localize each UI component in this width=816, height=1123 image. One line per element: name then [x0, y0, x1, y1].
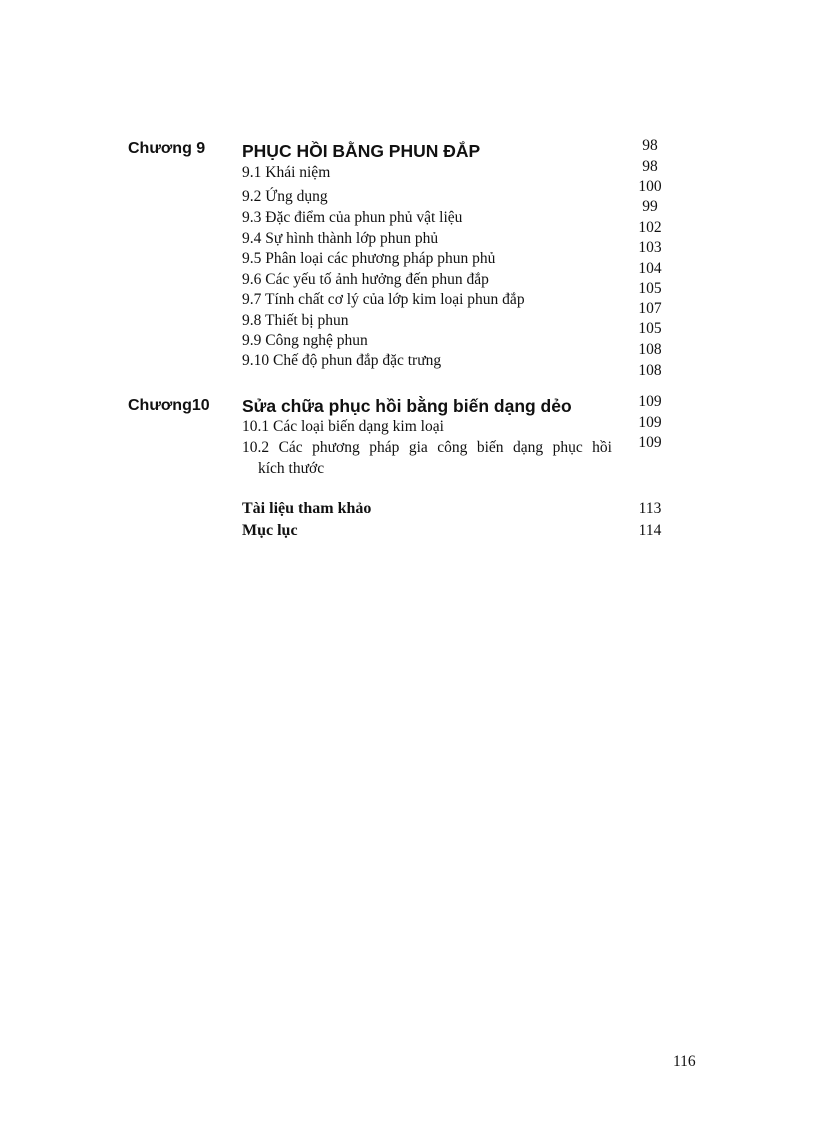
toc-item: 10.2 Các phương pháp gia công biến dạng phục hồi [242, 439, 612, 456]
chapter-10-label: Chương10 [128, 397, 210, 414]
page-ref: 109 [638, 434, 662, 451]
page-ref: 105 [638, 320, 662, 337]
page-ref: 109 [638, 414, 662, 431]
page-ref: 105 [638, 280, 662, 297]
page-ref: 98 [642, 137, 658, 154]
page-number: 116 [673, 1053, 696, 1070]
page-ref: 109 [638, 393, 662, 410]
toc-item: 9.7 Tính chất cơ lý của lớp kim loại phun đắp [242, 291, 525, 308]
chapter-9-label: Chương 9 [128, 140, 206, 157]
toc-item: 9.5 Phân loại các phương pháp phun phủ [242, 250, 496, 267]
toc-item: 9.9 Công nghệ phun [242, 332, 368, 349]
page-ref: 108 [638, 341, 662, 358]
toc-item: 10.1 Các loại biến dạng kim loại [242, 418, 444, 435]
toc-item: 9.6 Các yếu tố ảnh hưởng đến phun đắp [242, 271, 489, 288]
toc-item-continuation: kích thước [258, 460, 325, 477]
page-ref: 102 [638, 219, 662, 236]
references-entry: Tài liệu tham khảo [242, 500, 372, 517]
contents-entry: Mục lục [242, 522, 298, 539]
page-ref: 113 [638, 500, 662, 517]
page-ref: 103 [638, 239, 662, 256]
chapter-9-title: PHỤC HỒI BẰNG PHUN ĐẮP [242, 141, 481, 161]
page-ref: 98 [642, 158, 658, 175]
page-ref: 99 [642, 198, 658, 215]
page-ref: 100 [638, 178, 662, 195]
toc-item: 9.1 Khái niệm [242, 164, 331, 181]
toc-item: 9.4 Sự hình thành lớp phun phủ [242, 230, 439, 247]
page-ref: 108 [638, 362, 662, 379]
page-ref: 107 [638, 300, 662, 317]
toc-item: 9.10 Chế độ phun đắp đặc trưng [242, 352, 442, 369]
toc-item: 9.2 Ứng dụng [242, 188, 328, 205]
page-ref: 104 [638, 260, 662, 277]
toc-item: 9.8 Thiết bị phun [242, 312, 349, 329]
page-ref: 114 [638, 522, 662, 539]
chapter-10-title: Sửa chữa phục hồi bằng biến dạng dẻo [242, 396, 572, 416]
toc-item: 9.3 Đặc điểm của phun phủ vật liệu [242, 209, 463, 226]
